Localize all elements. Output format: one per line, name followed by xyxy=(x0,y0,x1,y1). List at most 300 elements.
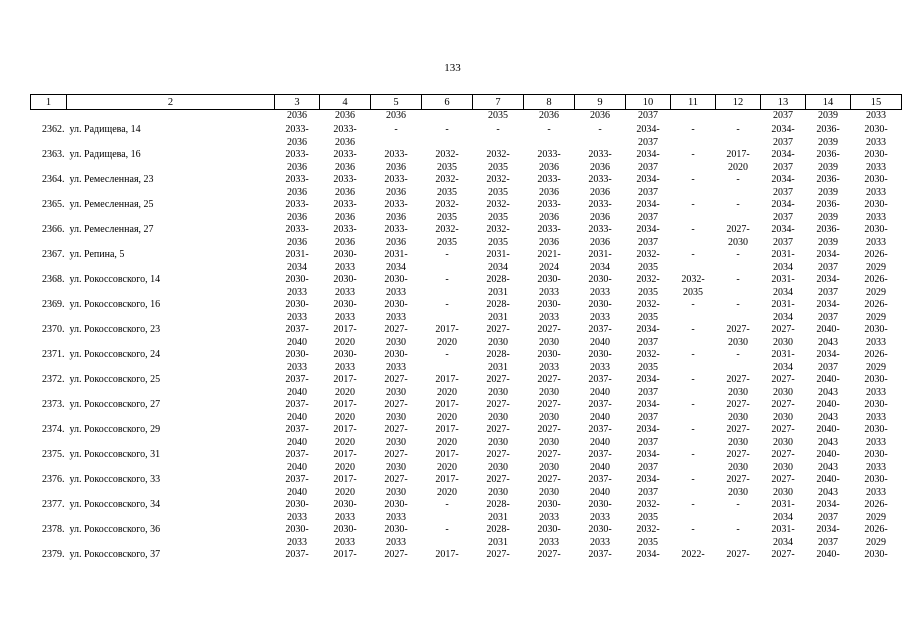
period-start: 2033- xyxy=(537,224,561,235)
column-header: 2 xyxy=(67,95,275,110)
table-row xyxy=(31,349,902,374)
period-end: 2030 xyxy=(488,436,508,448)
period-end: 2031 xyxy=(488,286,508,298)
period-start: 2017- xyxy=(435,374,459,385)
period-end: 2037 xyxy=(638,136,658,148)
period-start: 2033- xyxy=(537,149,561,160)
period-end: 2037 xyxy=(638,411,658,423)
period-cell xyxy=(851,174,902,199)
period-cell xyxy=(575,149,626,174)
period-cell xyxy=(371,299,422,324)
period-start: 2030- xyxy=(588,274,612,285)
period-start: 2030- xyxy=(864,149,888,160)
period-end: 2033 xyxy=(335,511,355,523)
period-end: 2030 xyxy=(539,486,559,498)
period-start: 2033- xyxy=(333,174,357,185)
period-start: 2022- xyxy=(681,549,705,560)
period-start: 2027- xyxy=(537,449,561,460)
period-cell xyxy=(851,199,902,224)
period-end: 2030 xyxy=(773,436,793,448)
row-number: 2377. xyxy=(42,499,65,510)
address-cell: ул. Рокоссовского, 31 xyxy=(69,449,161,460)
period-cell xyxy=(626,449,671,474)
period-end: 2029 xyxy=(866,511,886,523)
period-cell xyxy=(671,299,716,324)
period-cell xyxy=(524,149,575,174)
row-number: 2370. xyxy=(42,324,65,335)
period-cell xyxy=(422,174,473,199)
period-start: 2031- xyxy=(771,274,795,285)
period-start: - xyxy=(496,124,500,135)
period-end: 2035 xyxy=(437,211,457,223)
period-cell xyxy=(275,174,320,199)
period-end: 2030 xyxy=(488,461,508,473)
period-start: 2034- xyxy=(636,549,660,560)
period-end: 2030 xyxy=(728,236,748,248)
period-end: 2036 xyxy=(539,211,559,223)
period-end: 2033 xyxy=(287,311,307,323)
period-start: 2028- xyxy=(486,274,510,285)
period-start: 2027- xyxy=(537,324,561,335)
period-start: 2030- xyxy=(864,324,888,335)
period-start: 2034- xyxy=(771,174,795,185)
period-cell xyxy=(371,424,422,449)
period-end: 2037 xyxy=(638,161,658,173)
period-cell xyxy=(422,149,473,174)
period-cell xyxy=(626,324,671,349)
period-cell xyxy=(422,324,473,349)
column-header: 6 xyxy=(422,95,473,110)
period-cell xyxy=(851,274,902,299)
period-cell xyxy=(671,249,716,274)
period-end: 2043 xyxy=(818,486,838,498)
period-start: 2036- xyxy=(816,124,840,135)
period-cell xyxy=(626,224,671,249)
address-cell: ул. Рокоссовского, 37 xyxy=(69,549,161,560)
period-end: 2034 xyxy=(386,261,406,273)
address-cell: ул. Рокоссовского, 34 xyxy=(69,499,161,510)
period-start: 2037- xyxy=(588,449,612,460)
period-start: - xyxy=(691,349,695,360)
period-start: 2026- xyxy=(864,524,888,535)
period-cell xyxy=(473,174,524,199)
period-cell xyxy=(422,399,473,424)
period-start: 2040- xyxy=(816,424,840,435)
table-row xyxy=(31,124,902,149)
period-start: 2027- xyxy=(537,374,561,385)
period-start: 2027- xyxy=(384,324,408,335)
period-end: 2037 xyxy=(638,486,658,498)
period-start: - xyxy=(736,199,740,210)
period-start: 2036- xyxy=(816,174,840,185)
period-end: 2030 xyxy=(728,336,748,348)
period-end: 2030 xyxy=(728,486,748,498)
period-start: - xyxy=(547,124,551,135)
period-end: 2036 xyxy=(335,236,355,248)
period-cell xyxy=(275,549,320,563)
period-start: 2028- xyxy=(486,299,510,310)
period-end: 2040 xyxy=(287,436,307,448)
period-start: 2032- xyxy=(435,224,459,235)
period-cell xyxy=(716,249,761,274)
period-start: 2026- xyxy=(864,299,888,310)
period-end: 2036 xyxy=(590,161,610,173)
period-cell xyxy=(473,149,524,174)
period-cell xyxy=(275,299,320,324)
period-start: 2034- xyxy=(636,399,660,410)
period-cell xyxy=(851,524,902,549)
period-cell xyxy=(671,174,716,199)
row-number: 2362. xyxy=(42,124,65,135)
period-cell xyxy=(575,474,626,499)
period-cell xyxy=(422,549,473,563)
address-cell: ул. Рокоссовского, 14 xyxy=(69,274,161,285)
row-number: 2376. xyxy=(42,474,65,485)
period-start: 2032- xyxy=(636,349,660,360)
period-start: 2034- xyxy=(816,524,840,535)
period-cell xyxy=(626,349,671,374)
period-cell xyxy=(371,174,422,199)
period-cell xyxy=(575,524,626,549)
period-cell xyxy=(524,224,575,249)
period-end: 2035 xyxy=(638,261,658,273)
period-cell xyxy=(671,149,716,174)
period-cell xyxy=(851,399,902,424)
table-cell: 2039 xyxy=(818,110,838,121)
period-cell xyxy=(851,349,902,374)
period-end: 2034 xyxy=(590,261,610,273)
period-cell xyxy=(275,399,320,424)
table-row xyxy=(31,424,902,449)
period-cell xyxy=(806,399,851,424)
period-start: 2034- xyxy=(816,299,840,310)
period-cell xyxy=(524,349,575,374)
table-row xyxy=(31,399,902,424)
period-end: 2036 xyxy=(386,161,406,173)
period-start: - xyxy=(394,124,398,135)
period-end: 2033 xyxy=(539,311,559,323)
period-end: 2030 xyxy=(386,486,406,498)
period-start: 2027- xyxy=(771,549,795,560)
row-number: 2366. xyxy=(42,224,65,235)
period-end: 2033 xyxy=(539,511,559,523)
period-end: 2037 xyxy=(638,386,658,398)
period-cell xyxy=(371,524,422,549)
period-end: 2034 xyxy=(773,361,793,373)
period-end: 2035 xyxy=(683,286,703,298)
period-cell xyxy=(851,424,902,449)
period-cell xyxy=(851,324,902,349)
period-start: 2027- xyxy=(486,324,510,335)
period-end: 2035 xyxy=(437,186,457,198)
period-end: 2020 xyxy=(437,436,457,448)
period-cell xyxy=(575,124,626,149)
period-end: 2033 xyxy=(866,436,886,448)
period-end: 2043 xyxy=(818,386,838,398)
period-end: 2036 xyxy=(287,236,307,248)
period-end: 2029 xyxy=(866,311,886,323)
period-start: 2027- xyxy=(726,324,750,335)
period-start: 2030- xyxy=(285,499,309,510)
period-end: 2020 xyxy=(728,161,748,173)
period-start: - xyxy=(691,249,695,260)
period-end: 2043 xyxy=(818,411,838,423)
period-start: 2034- xyxy=(771,124,795,135)
period-start: 2030- xyxy=(384,499,408,510)
period-cell xyxy=(626,174,671,199)
period-end: 2029 xyxy=(866,261,886,273)
period-start: - xyxy=(691,424,695,435)
period-end: 2040 xyxy=(590,336,610,348)
period-cell xyxy=(371,374,422,399)
period-start: 2037- xyxy=(588,374,612,385)
period-end: 2030 xyxy=(728,461,748,473)
period-end: 2030 xyxy=(539,436,559,448)
address-cell: ул. Рокоссовского, 33 xyxy=(69,474,161,485)
period-cell xyxy=(371,399,422,424)
period-start: 2037- xyxy=(588,474,612,485)
period-end: 2037 xyxy=(818,361,838,373)
column-header: 4 xyxy=(320,95,371,110)
period-end: 2030 xyxy=(773,411,793,423)
period-start: 2032- xyxy=(486,199,510,210)
period-end: 2036 xyxy=(386,186,406,198)
period-cell xyxy=(371,149,422,174)
period-start: 2033- xyxy=(333,149,357,160)
period-start: 2037- xyxy=(285,549,309,560)
period-end: 2036 xyxy=(335,186,355,198)
period-start: 2030- xyxy=(333,524,357,535)
period-cell xyxy=(422,249,473,274)
address-cell: ул. Рокоссовского, 24 xyxy=(69,349,161,360)
period-cell xyxy=(671,274,716,299)
period-cell xyxy=(626,124,671,149)
period-start: 2034- xyxy=(636,224,660,235)
period-cell xyxy=(716,549,761,563)
period-cell xyxy=(575,299,626,324)
period-start: - xyxy=(445,524,449,535)
period-cell xyxy=(473,249,524,274)
period-end: 2036 xyxy=(590,186,610,198)
period-start: 2034- xyxy=(636,449,660,460)
period-end: 2035 xyxy=(638,536,658,548)
period-cell xyxy=(806,149,851,174)
period-end: 2040 xyxy=(287,386,307,398)
period-start: 2034- xyxy=(771,224,795,235)
period-start: 2034- xyxy=(636,174,660,185)
period-start: 2032- xyxy=(636,274,660,285)
period-cell xyxy=(806,474,851,499)
period-end: 2035 xyxy=(638,311,658,323)
table-row xyxy=(31,499,902,524)
period-start: 2032- xyxy=(636,499,660,510)
column-header: 5 xyxy=(371,95,422,110)
period-cell xyxy=(473,424,524,449)
period-start: 2030- xyxy=(864,549,888,560)
period-cell xyxy=(761,549,806,563)
period-end: 2036 xyxy=(287,186,307,198)
period-start: 2027- xyxy=(537,549,561,560)
column-header: 9 xyxy=(575,95,626,110)
period-start: 2037- xyxy=(588,424,612,435)
period-start: - xyxy=(691,174,695,185)
period-cell xyxy=(626,399,671,424)
period-cell xyxy=(473,374,524,399)
period-end: 2037 xyxy=(818,261,838,273)
period-end: 2020 xyxy=(335,336,355,348)
period-start: 2037- xyxy=(588,549,612,560)
period-cell xyxy=(371,324,422,349)
column-header: 10 xyxy=(626,95,671,110)
period-cell xyxy=(524,424,575,449)
period-start: 2026- xyxy=(864,499,888,510)
period-start: 2027- xyxy=(771,474,795,485)
period-start: - xyxy=(445,249,449,260)
period-end: 2036 xyxy=(590,236,610,248)
period-end: 2033 xyxy=(866,336,886,348)
period-start: 2027- xyxy=(771,324,795,335)
period-cell xyxy=(422,449,473,474)
period-cell xyxy=(575,199,626,224)
period-start: 2030- xyxy=(285,349,309,360)
period-start: 2027- xyxy=(384,424,408,435)
period-start: 2030- xyxy=(537,274,561,285)
period-start: 2034- xyxy=(636,374,660,385)
period-cell xyxy=(716,224,761,249)
period-start: 2034- xyxy=(816,274,840,285)
period-start: 2027- xyxy=(726,474,750,485)
address-cell: ул. Ремесленная, 27 xyxy=(69,224,154,235)
period-start: 2032- xyxy=(435,199,459,210)
period-cell xyxy=(473,124,524,149)
table-row xyxy=(31,249,902,274)
period-start: 2034- xyxy=(636,324,660,335)
period-end: 2033 xyxy=(335,361,355,373)
period-end: 2030 xyxy=(728,411,748,423)
period-cell xyxy=(575,499,626,524)
period-start: 2017- xyxy=(333,424,357,435)
period-cell xyxy=(761,249,806,274)
period-cell xyxy=(761,124,806,149)
period-cell xyxy=(626,474,671,499)
period-start: 2033- xyxy=(285,199,309,210)
period-cell xyxy=(371,199,422,224)
period-end: 2039 xyxy=(818,186,838,198)
period-end: 2033 xyxy=(590,361,610,373)
period-end: 2030 xyxy=(386,436,406,448)
period-end: 2030 xyxy=(773,461,793,473)
period-start: 2027- xyxy=(537,474,561,485)
table-row xyxy=(31,374,902,399)
period-cell xyxy=(851,149,902,174)
period-end: 2033 xyxy=(287,511,307,523)
column-header: 7 xyxy=(473,95,524,110)
period-start: 2037- xyxy=(588,324,612,335)
period-end: 2036 xyxy=(287,211,307,223)
period-cell xyxy=(320,499,371,524)
period-end: 2033 xyxy=(386,311,406,323)
period-cell xyxy=(371,124,422,149)
period-start: - xyxy=(691,299,695,310)
period-start: - xyxy=(691,474,695,485)
period-end: 2040 xyxy=(590,436,610,448)
table-cell: 2033 xyxy=(866,110,886,121)
period-cell xyxy=(275,124,320,149)
period-cell xyxy=(275,499,320,524)
period-cell xyxy=(371,274,422,299)
period-cell xyxy=(761,374,806,399)
period-start: 2027- xyxy=(486,449,510,460)
period-end: 2036 xyxy=(335,161,355,173)
period-start: 2027- xyxy=(726,224,750,235)
row-number: 2373. xyxy=(42,399,65,410)
period-start: 2027- xyxy=(771,449,795,460)
period-end: 2036 xyxy=(539,236,559,248)
period-start: 2033- xyxy=(384,199,408,210)
period-cell xyxy=(422,524,473,549)
period-end: 2035 xyxy=(488,161,508,173)
period-end: 2020 xyxy=(437,386,457,398)
period-end: 2037 xyxy=(638,336,658,348)
period-start: 2034- xyxy=(636,474,660,485)
period-start: 2036- xyxy=(816,199,840,210)
period-cell xyxy=(626,274,671,299)
period-cell xyxy=(422,499,473,524)
period-cell xyxy=(473,474,524,499)
period-start: 2030- xyxy=(333,274,357,285)
period-end: 2040 xyxy=(287,486,307,498)
period-cell xyxy=(575,449,626,474)
period-cell xyxy=(422,374,473,399)
period-start: 2034- xyxy=(816,249,840,260)
period-cell xyxy=(806,199,851,224)
period-end: 2033 xyxy=(386,536,406,548)
continuation-row xyxy=(31,110,902,125)
period-start: 2026- xyxy=(864,249,888,260)
period-cell xyxy=(320,374,371,399)
period-cell xyxy=(671,224,716,249)
period-start: 2017- xyxy=(333,449,357,460)
table-cell: 2036 xyxy=(335,110,355,121)
period-end: 2034 xyxy=(773,286,793,298)
address-cell: ул. Рокоссовского, 27 xyxy=(69,399,161,410)
period-cell xyxy=(716,424,761,449)
period-end: 2033 xyxy=(287,361,307,373)
period-cell xyxy=(524,324,575,349)
period-start: - xyxy=(445,124,449,135)
period-end: 2031 xyxy=(488,536,508,548)
period-start: 2027- xyxy=(726,449,750,460)
period-cell xyxy=(716,324,761,349)
period-cell xyxy=(671,324,716,349)
period-cell xyxy=(851,449,902,474)
period-cell xyxy=(716,199,761,224)
period-start: - xyxy=(736,349,740,360)
period-cell xyxy=(320,199,371,224)
period-start: - xyxy=(736,274,740,285)
period-start: 2031- xyxy=(486,249,510,260)
period-cell xyxy=(851,224,902,249)
period-start: 2030- xyxy=(384,349,408,360)
period-start: 2031- xyxy=(384,249,408,260)
period-end: 2034 xyxy=(488,261,508,273)
period-end: 2030 xyxy=(539,411,559,423)
period-end: 2035 xyxy=(437,236,457,248)
period-start: 2032- xyxy=(486,174,510,185)
period-cell xyxy=(275,249,320,274)
period-cell xyxy=(716,499,761,524)
period-end: 2036 xyxy=(287,136,307,148)
